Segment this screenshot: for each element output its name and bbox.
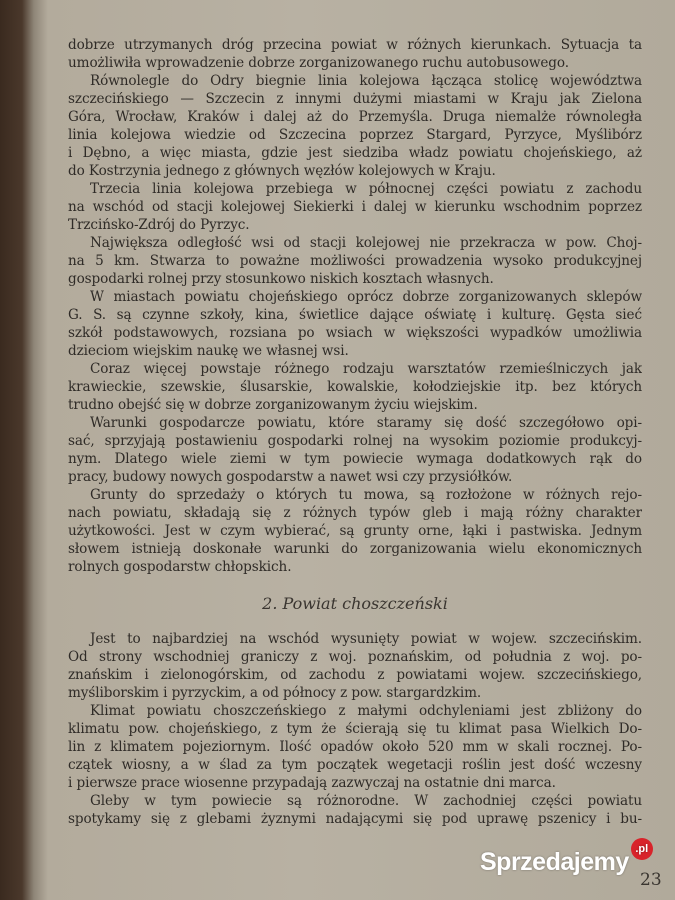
text-line: myśliborskim i pyrzyckim, a od północy z pow. stargardzkim. [68,685,482,701]
text-line: nym. Dlatego wiele ziemi w tym powiecie wymaga dodatkowych rąk do [68,451,642,467]
text-line: Gleby w tym powiecie są różnorodne. W zachodniej części powiatu [90,793,642,809]
watermark-dot: .pl [631,838,653,860]
text-line: Trzecia linia kolejowa przebiega w północnej części powiatu z zachodu [90,181,642,197]
text-line: słowem istnieją doskonałe warunki do zorganizowania wielu ekonomicznych [68,541,642,557]
text-line: i pierwsze prace wiosenne przypadają zazwyczaj na ostatnie dni marca. [68,775,556,791]
text-line: Od strony wschodniej graniczy z woj. poznańskim, od południa z woj. po- [68,649,642,665]
text-line: i Dębno, a więc miasta, gdzie jest siedziba władz powiatu chojeńskiego, aż [68,145,642,161]
text-line: na wschód od stacji kolejowej Siekierki i dalej w kierunku wschodnim poprzez [68,199,642,215]
page-number: 23 [640,870,662,890]
text-line: Jest to najbardziej na wschód wysunięty powiat w wojew. szczecińskim. [90,631,642,647]
text-line: krawieckie, szewskie, ślusarskie, kowalskie, kołodziejskie itp. bez których [68,379,642,395]
watermark-logo [480,843,649,876]
text-line: pracy, budowy nowych gospodarstw a nawet wsi czy przysiółków. [68,469,513,485]
text-line: nach powiatu, składają się z różnych typów gleb i mają różny charakter [68,505,642,521]
text-line: Równolegle do Odry biegnie linia kolejowa łącząca stolicę województwa [90,73,642,89]
text-line: umożliwiła wprowadzenie dobrze zorganizowanego ruchu autobusowego. [68,55,569,71]
text-line: Góra, Wrocław, Kraków i dalej aż do Przemyśla. Druga niemalże równoległa [68,109,642,125]
section-1-body [68,36,642,576]
text-line: Coraz więcej powstaje różnego rodzaju warsztatów rzemieślniczych jak [90,361,642,377]
text-line: dzieciom wiejskim naukę we własnej wsi. [68,343,349,359]
text-line: rolnych gospodarstw chłopskich. [68,559,292,575]
text-line: dobrze utrzymanych dróg przecina powiat w różnych kierunkach. Sytuacja ta [68,37,642,53]
text-line: szczecińskiego — Szczecin z innymi dużymi miastami w Kraju jak Zielona [68,91,642,107]
text-line: czątek wiosny, a w ślad za tym początek wegetacji roślin jest dość wczesny [68,757,642,773]
text-line: lin z klimatem pojeziornym. Ilość opadów około 520 mm w skali rocznej. Po- [68,739,642,755]
section-2-body [68,630,642,828]
text-line: trudno obejść się w dobrze zorganizowanym życiu wiejskim. [68,397,478,413]
text-line: sać, sprzyjają postawieniu gospodarki rolnej na wysokim poziomie produkcyj- [68,433,642,449]
watermark-text: Sprzedajemy [480,848,629,876]
text-line: Największa odległość wsi od stacji kolejowej nie przekracza w pow. Choj- [90,235,642,251]
text-line: klimatu pow. chojeńskiego, z tym że ścierają się tu klimat pasa Wielkich Do- [68,721,642,737]
text-line: do Kostrzynia jednego z głównych węzłów kolejowych w Kraju. [68,163,496,179]
text-line: na 5 km. Stwarza to poważne możliwości prowadzenia wysoko produkcyjnej [68,253,642,269]
text-line: Klimat powiatu choszczeńskiego z małymi odchyleniami jest zbliżony do [90,703,642,719]
text-line: spotykamy się z glebami żyznymi nadającymi się pod uprawę pszenicy i bu- [68,811,642,827]
text-line: Warunki gospodarcze powiatu, które staramy się dość szczegółowo opi- [90,415,642,431]
section-heading: 2. Powiat choszczeński [262,594,448,613]
text-line: Trzcińsko-Zdrój do Pyrzyc. [68,217,250,233]
text-line: szkół podstawowych, rozsiana po wsiach w większości wypadków umożliwia [68,325,642,341]
text-line: znańskim i zielonogórskim, od zachodu z powiatami wojew. szczecińskiego, [68,667,642,683]
book-page [68,36,642,828]
text-line: Grunty do sprzedaży o których tu mowa, są rozłożone w różnych rejo- [90,487,642,503]
text-line: linia kolejowa wiedzie od Szczecina poprzez Stargard, Pyrzyce, Myślibórz [68,127,642,143]
text-line: użytkowości. Jest w czym wybierać, są grunty orne, łąki i pastwiska. Jednym [68,523,642,539]
text-line: gospodarki rolnej przy stosunkowo niskich kosztach własnych. [68,271,494,287]
text-line: W miastach powiatu chojeńskiego oprócz dobrze zorganizowanych sklepów [90,289,642,305]
text-line: G. S. są czynne szkoły, kina, świetlice dające oświatę i kulturę. Gęsta sieć [68,307,642,323]
